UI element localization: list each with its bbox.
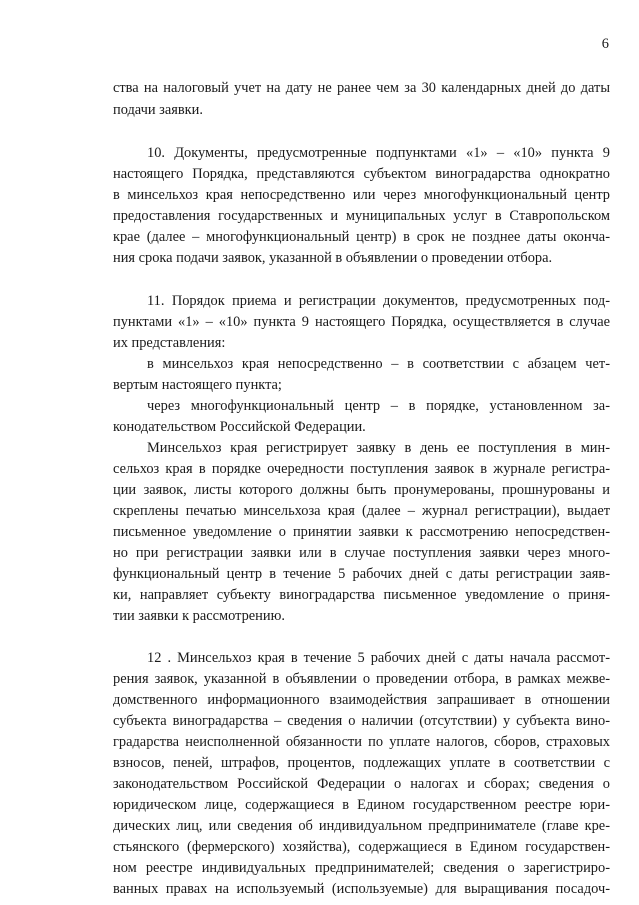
text-line: рения заявок, указанной в объявлении о проведении отбора, в рамках межве- — [113, 671, 610, 687]
text-line: их представления: — [113, 335, 226, 351]
text-line: ки, направляет субъекту виноградарства письменное уведомление о приня- — [113, 587, 610, 603]
text-line: дических лиц, или сведения об индивидуальном предпринимателе (главе кре- — [113, 818, 610, 834]
text-line: Минсельхоз края регистрирует заявку в день ее поступления в мин- — [147, 440, 610, 456]
text-line: вертым настоящего пункта; — [113, 377, 282, 393]
text-line: градарства неисполненной обязанности по уплате налогов, сборов, страховых — [113, 734, 610, 750]
text-line: пунктами «1» – «10» пункта 9 настоящего Порядка, осуществляется в случае — [113, 314, 610, 330]
text-line: функциональный центр в течение 5 рабочих дней с даты регистрации заяв- — [113, 566, 610, 582]
text-line: ства на налоговый учет на дату не ранее чем за 30 календарных дней до даты — [113, 80, 610, 96]
text-line: ном реестре индивидуальных предпринимателей; сведения о зарегистриро- — [113, 860, 610, 876]
text-line: субъекта виноградарства – сведения о наличии (отсутствии) у субъекта вино- — [113, 713, 610, 729]
text-line: взносов, пеней, штрафов, процентов, подлежащих уплате в соответствии с — [113, 755, 610, 771]
text-line: 11. Порядок приема и регистрации документов, предусмотренных под- — [147, 293, 610, 309]
text-line: сельхоз края в порядке очередности поступления заявок в журнале регистра- — [113, 461, 610, 477]
text-line: домственного информационного взаимодействия запрашивает в отношении — [113, 692, 610, 708]
text-line: конодательством Российской Федерации. — [113, 419, 366, 435]
text-line: в минсельхоз края непосредственно или через многофункциональный центр — [113, 187, 610, 203]
text-line: юридическом лице, содержащиеся в Едином государственном реестре юри- — [113, 797, 610, 813]
page-number: 6 — [601, 36, 609, 52]
text-line: ния срока подачи заявок, указанной в объявлении о проведении отбора. — [113, 250, 553, 266]
text-line: скреплены печатью минсельхоза края (далее – журнал регистрации), выдает — [113, 503, 610, 519]
text-line: стьянского (фермерского) хозяйства), содержащиеся в Едином государствен- — [113, 839, 610, 855]
text-line: ванных правах на используемый (используемые) для выращивания посадоч- — [113, 881, 610, 897]
text-line: подачи заявки. — [113, 102, 203, 118]
text-line: законодательством Российской Федерации о налогах и сборах; сведения о — [113, 776, 610, 792]
text-line: в минсельхоз края непосредственно – в соответствии с абзацем чет- — [147, 356, 610, 372]
text-line: тии заявки к рассмотрению. — [113, 608, 285, 624]
text-line: 10. Документы, предусмотренные подпунктами «1» – «10» пункта 9 — [147, 145, 610, 161]
text-line: через многофункциональный центр – в порядке, установленном за- — [147, 398, 610, 414]
text-line: крае (далее – многофункциональный центр) в срок не позднее даты оконча- — [113, 229, 610, 245]
text-line: 12 . Минсельхоз края в течение 5 рабочих дней с даты начала рассмот- — [147, 650, 610, 666]
text-line: ции заявок, листы которого должны быть пронумерованы, прошнурованы и — [113, 482, 610, 498]
text-line: настоящего Порядка, представляются субъектом виноградарства однократно — [113, 166, 610, 182]
text-line: письменное уведомление о принятии заявки к рассмотрению непосредствен- — [113, 524, 610, 540]
text-line: предоставления государственных и муниципальных услуг в Ставропольском — [113, 208, 610, 224]
text-line: но при регистрации заявки или в случае поступления заявки через много- — [113, 545, 610, 561]
